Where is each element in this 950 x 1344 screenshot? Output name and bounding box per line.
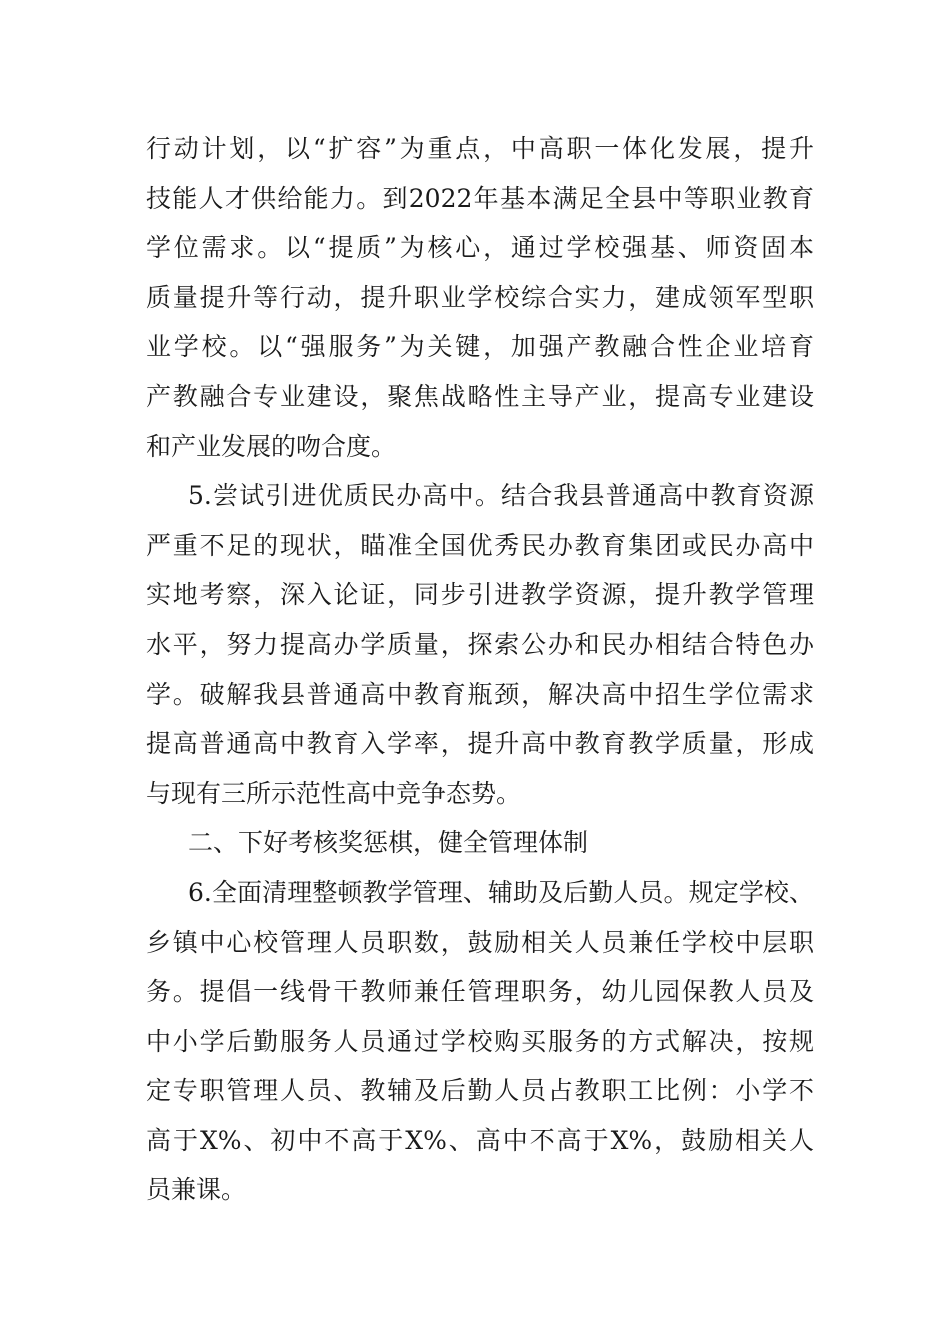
section-heading — [146, 818, 814, 868]
text-line: 行动计划，以“扩容”为重点，中高职一体化发展，提升 — [146, 134, 814, 163]
text-line: 乡镇中心校管理人员职数，鼓励相关人员兼任学校中层职 — [146, 927, 814, 957]
document-body — [146, 124, 814, 1215]
text-line: 定专职管理人员、教辅及后勤人员占教职工比例：小学不 — [146, 1076, 814, 1106]
text-line: 与现有三所示范性高中竞争态势。 — [146, 778, 522, 808]
text-line: 业学校。以“强服务”为关键，加强产教融合性企业培育 — [146, 332, 814, 362]
text-line: 提高普通高中教育入学率，提升高中教育教学质量，形成 — [146, 729, 814, 759]
paragraph-p4 — [146, 868, 814, 1215]
text-line: 中小学后勤服务人员通过学校购买服务的方式解决，按规 — [146, 1026, 814, 1056]
text-line: 技能人才供给能力。到2022年基本满足全县中等职业教育 — [146, 183, 814, 213]
paragraph-p2 — [146, 471, 814, 818]
paragraph-p1 — [146, 124, 814, 471]
text-line: 和产业发展的吻合度。 — [146, 431, 397, 461]
text-line: 水平，努力提高办学质量，探索公办和民办相结合特色办 — [146, 629, 814, 659]
text-line: 学。破解我县普通高中教育瓶颈，解决高中招生学位需求 — [146, 679, 814, 709]
text-line: 实地考察，深入论证，同步引进教学资源，提升教学管理 — [146, 580, 814, 610]
heading-line: 二、下好考核奖惩棋，健全管理体制 — [188, 828, 589, 858]
text-line: 6.全面清理整顿教学管理、辅助及后勤人员。规定学校、 — [188, 877, 814, 907]
text-line: 质量提升等行动，提升职业学校综合实力，建成领军型职 — [146, 282, 814, 312]
text-line: 务。提倡一线骨干教师兼任管理职务，幼儿园保教人员及 — [146, 977, 814, 1007]
text-line: 5.尝试引进优质民办高中。结合我县普通高中教育资源 — [188, 481, 814, 511]
text-line: 产教融合专业建设，聚焦战略性主导产业，提高专业建设 — [146, 381, 814, 411]
text-line: 高于X%、初中不高于X%、高中不高于X%，鼓励相关人 — [146, 1125, 814, 1155]
text-line: 严重不足的现状，瞄准全国优秀民办教育集团或民办高中 — [146, 530, 814, 560]
text-line: 学位需求。以“提质”为核心，通过学校强基、师资固本 — [146, 233, 814, 263]
text-line: 员兼课。 — [146, 1175, 247, 1205]
